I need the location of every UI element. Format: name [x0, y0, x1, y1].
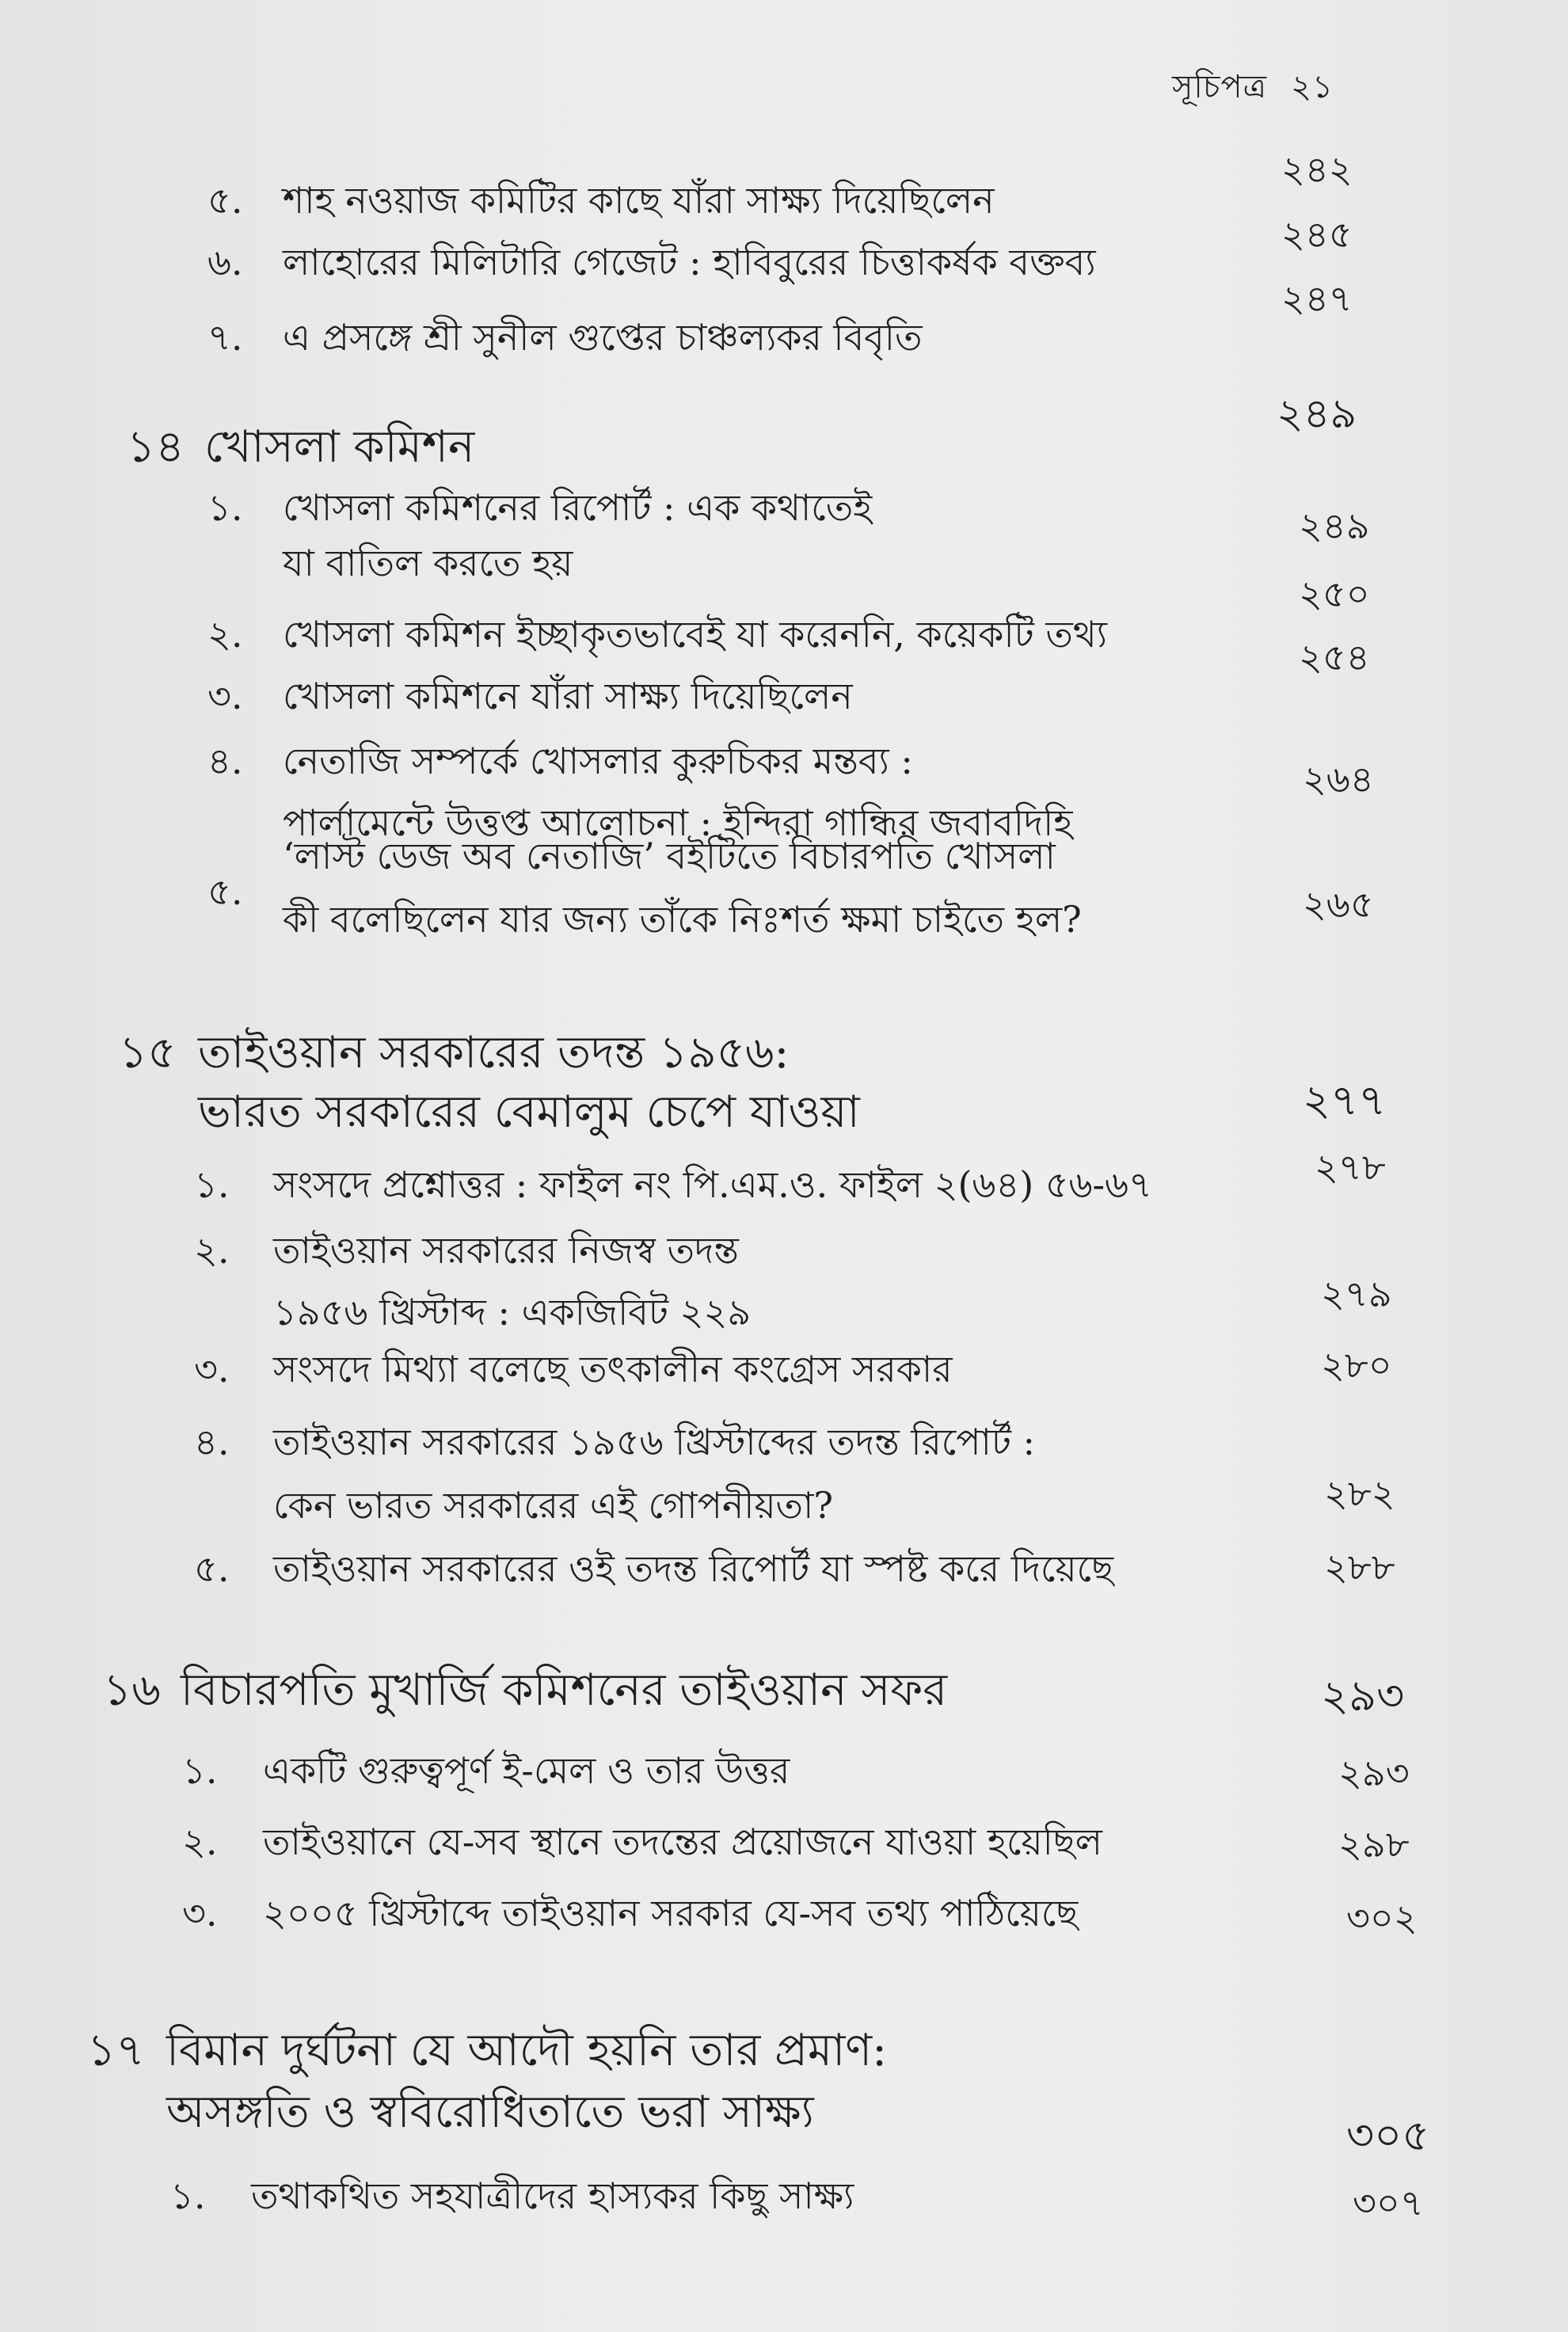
entry-number: ৫. [207, 179, 243, 222]
chapter-title: খোসলা কমিশন [204, 421, 475, 473]
entry-page-number: ২৯৩ [1338, 1752, 1410, 1794]
entry-title: তাইওয়ান সরকারের ওই তদন্ত রিপোর্ট যা স্পষ্ট করে দিয়েছে [273, 1547, 1113, 1590]
entry-title: এ প্রসঙ্গে শ্রী সুনীল গুপ্তের চাঞ্চল্যকর বিবৃতি [283, 316, 923, 359]
chapter-number: ১৪ [127, 421, 185, 473]
chapter-page-number: ২৪৯ [1277, 390, 1357, 438]
chapter-page-number: ৩০৫ [1346, 2110, 1430, 2160]
entry-title: খোসলা কমিশন ইচ্ছাকৃতভাবেই যা করেননি, কয়েকটি তথ্য [283, 613, 1107, 656]
entry-title-line: যা বাতিল করতে হয় [283, 542, 573, 584]
chapter-number: ১৬ [103, 1664, 161, 1716]
entry-title-line: ১৯৫৬ খ্রিস্টাব্দ : একজিবিট ২২৯ [273, 1291, 752, 1333]
entry-number: ৪. [194, 1421, 230, 1463]
entry-page-number: ২৬৫ [1303, 883, 1374, 926]
entry-title: খোসলা কমিশনে যাঁরা সাক্ষ্য দিয়েছিলেন [283, 675, 853, 717]
entry-page-number: ২৮২ [1324, 1472, 1395, 1515]
entry-title: তথাকথিত সহযাত্রীদের হাস্যকর কিছু সাক্ষ্য [251, 2174, 854, 2217]
chapter-title: বিচারপতি মুখার্জি কমিশনের তাইওয়ান সফর [181, 1664, 948, 1716]
entry-number: ২. [182, 1820, 218, 1863]
entry-title-line: ‘লাস্ট ডেজ অব নেতাজি’ বইটিতে বিচারপতি খোসলা [283, 835, 1056, 877]
entry-title: সংসদে মিথ্যা বলেছে তৎকালীন কংগ্রেস সরকার [273, 1348, 953, 1390]
entry-page-number: ২৬৪ [1303, 758, 1374, 801]
entry-title-line: তাইওয়ান সরকারের নিজস্ব তদন্ত [273, 1229, 739, 1272]
entry-page-number: ২৫০ [1299, 573, 1370, 615]
chapter-heading[interactable] [0, 2023, 1568, 2150]
entry-number: ১. [170, 2174, 206, 2217]
entry-page-number: ২৮৮ [1324, 1546, 1395, 1588]
entry-title-line: পার্লামেন্টে উত্তপ্ত আলোচনা : ইন্দিরা গান্ধির জবাবদিহি [283, 801, 1073, 844]
entry-number: ১. [207, 486, 243, 529]
entry-page-number: ৩০২ [1346, 1896, 1418, 1939]
entry-page-number: ২৪৭ [1281, 277, 1353, 320]
entry-title-line: খোসলা কমিশনের রিপোর্ট : এক কথাতেই [283, 486, 873, 529]
chapter-title-line: ভারত সরকারের বেমালুম চেপে যাওয়া [198, 1086, 860, 1138]
entry-page-number: ২৭৮ [1315, 1146, 1386, 1189]
entry-page-number: ২৪২ [1281, 148, 1353, 191]
entry-title-line: নেতাজি সম্পর্কে খোসলার কুরুচিকর মন্তব্য : [283, 740, 913, 782]
entry-page-number: ২৮০ [1321, 1344, 1392, 1387]
running-head-page-number: ২১ [1291, 69, 1334, 105]
entry-number: ৬. [207, 241, 243, 283]
entry-title: লাহোরের মিলিটারি গেজেট : হাবিবুরের চিত্তাকর্ষক বক্তব্য [283, 241, 1096, 283]
running-head [1172, 62, 1334, 115]
entry-title-line: কেন ভারত সরকারের এই গোপনীয়তা? [273, 1484, 834, 1527]
entry-number: ৫. [194, 1547, 230, 1590]
entry-number: ৭. [207, 316, 243, 359]
entry-number: ১. [194, 1163, 230, 1206]
entry-title: শাহ নওয়াজ কমিটির কাছে যাঁরা সাক্ষ্য দিয়েছিলেন [283, 179, 995, 222]
chapter-title-line: অসঙ্গতি ও স্ববিরোধিতাতে ভরা সাক্ষ্য [166, 2087, 814, 2138]
entry-title: তাইওয়ানে যে-সব স্থানে তদন্তের প্রয়োজনে যাওয়া হয়েছিল [263, 1820, 1102, 1863]
entry-number: ১. [182, 1749, 218, 1792]
chapter-number: ১৫ [119, 1027, 177, 1079]
entry-number: ৪. [207, 740, 243, 782]
entry-number: ৩. [194, 1348, 230, 1390]
entry-page-number: ৩০৭ [1353, 2182, 1424, 2224]
entry-title-line: তাইওয়ান সরকারের ১৯৫৬ খ্রিস্টাব্দের তদন্ত রিপোর্ট : [273, 1421, 1036, 1463]
entry-title-line: কী বলেছিলেন যার জন্য তাঁকে নিঃশর্ত ক্ষমা চাইতে হল? [283, 898, 1082, 941]
chapter-number: ১৭ [87, 2025, 145, 2076]
chapter-title-line: বিমান দুর্ঘটনা যে আদৌ হয়নি তার প্রমাণ: [166, 2025, 887, 2076]
entry-number: ৫. [207, 870, 243, 913]
entry-page-number: ২৭৯ [1321, 1273, 1392, 1315]
chapter-title-line: তাইওয়ান সরকারের তদন্ত ১৯৫৬: [198, 1027, 790, 1079]
chapter-page-number: ২৭৭ [1303, 1075, 1387, 1125]
entry-page-number: ২৯৮ [1338, 1823, 1410, 1866]
entry-number: ৩. [182, 1892, 218, 1934]
entry-number: ৩. [207, 675, 243, 717]
entry-page-number: ২৪৫ [1281, 213, 1353, 256]
running-head-title: সূচিপত্র [1172, 69, 1267, 105]
entry-title: ২০০৫ খ্রিস্টাব্দে তাইওয়ান সরকার যে-সব তথ্য পাঠিয়েছে [263, 1892, 1079, 1934]
chapter-page-number: ২৯৩ [1321, 1671, 1405, 1721]
entry-page-number: ২৪৯ [1299, 504, 1370, 547]
entry-number: ২. [194, 1229, 230, 1272]
entry-page-number: ২৫৪ [1299, 636, 1370, 679]
entry-title: সংসদে প্রশ্নোত্তর : ফাইল নং পি.এম.ও. ফাইল ২(৬৪) ৫৬-৬৭ [273, 1163, 1152, 1206]
entry-title: একটি গুরুত্বপূর্ণ ই-মেল ও তার উত্তর [263, 1749, 790, 1792]
entry-number: ২. [207, 613, 243, 656]
